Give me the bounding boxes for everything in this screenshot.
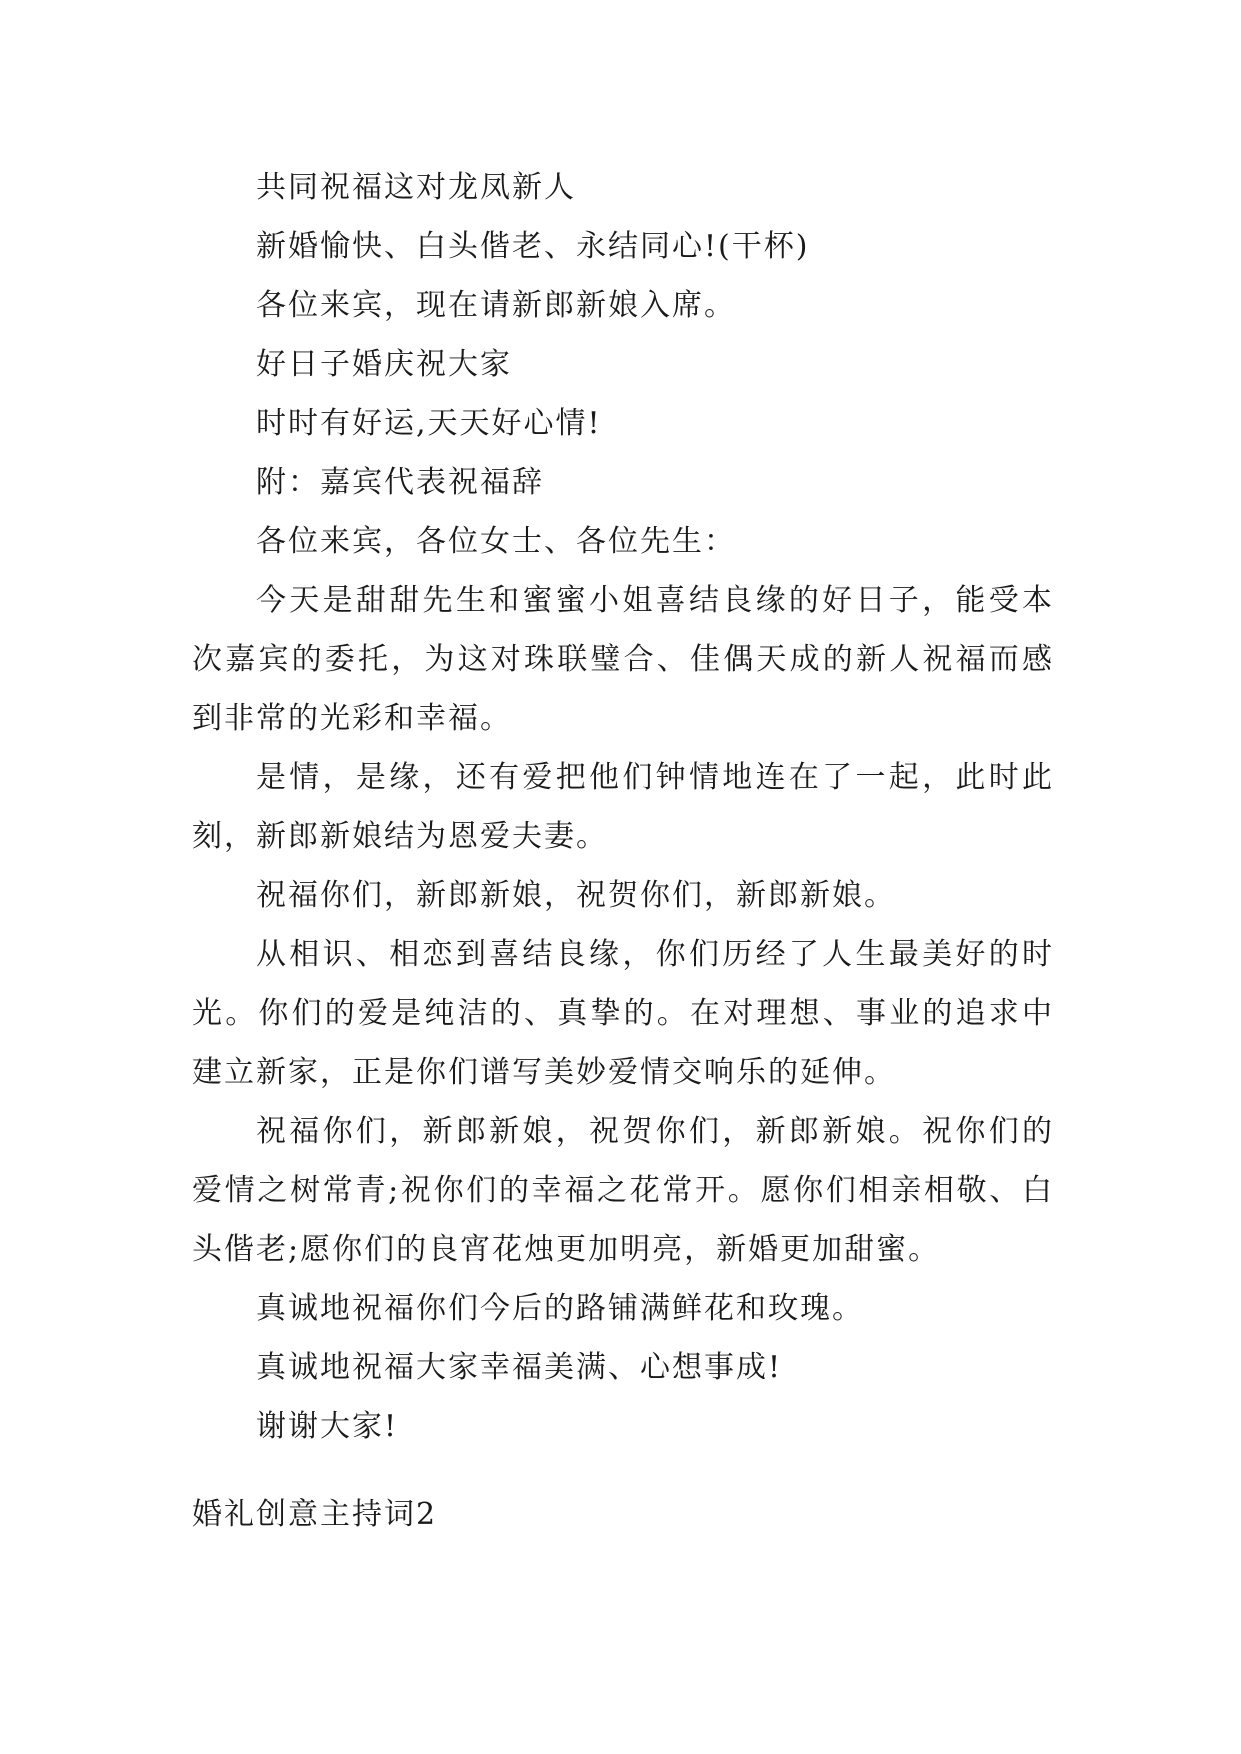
paragraph-2: 新婚愉快、白头偕老、永结同心!(干杯) [256, 229, 810, 264]
paragraph-15: 谢谢大家! [256, 1409, 399, 1444]
paragraph-11: 从相识、相恋到喜结良缘，你们历经了人生最美好的时光。你们的爱是纯洁的、真挚的。在对理想、事业的追求中建立新家，正是你们谱写美妙爱情交响乐的延伸。 [192, 937, 1054, 1090]
paragraph-12: 祝福你们，新郎新娘，祝贺你们，新郎新娘。祝你们的爱情之树常青;祝你们的幸福之花常开。愿你们相亲相敬、白头偕老;愿你们的良宵花烛更加明亮，新婚更加甜蜜。 [192, 1114, 1054, 1267]
section-heading: 婚礼创意主持词2 [192, 1497, 438, 1532]
paragraph-5: 时时有好运,天天好心情! [256, 406, 602, 441]
paragraph-1: 共同祝福这对龙凤新人 [256, 170, 576, 205]
paragraph-13: 真诚地祝福你们今后的路铺满鲜花和玫瑰。 [256, 1291, 864, 1326]
paragraph-9: 是情，是缘，还有爱把他们钟情地连在了一起，此时此刻，新郎新娘结为恩爱夫妻。 [192, 760, 1054, 854]
paragraph-10: 祝福你们，新郎新娘，祝贺你们，新郎新娘。 [256, 878, 896, 913]
paragraph-7: 各位来宾，各位女士、各位先生： [256, 524, 736, 559]
paragraph-6: 附：嘉宾代表祝福辞 [256, 465, 544, 500]
paragraph-14: 真诚地祝福大家幸福美满、心想事成! [256, 1350, 783, 1385]
paragraph-3: 各位来宾，现在请新郎新娘入席。 [256, 288, 736, 323]
paragraph-4: 好日子婚庆祝大家 [256, 347, 512, 382]
document-body [192, 158, 1054, 1456]
paragraph-8: 今天是甜甜先生和蜜蜜小姐喜结良缘的好日子，能受本次嘉宾的委托，为这对珠联璧合、佳偶天成的新人祝福而感到非常的光彩和幸福。 [192, 583, 1054, 736]
